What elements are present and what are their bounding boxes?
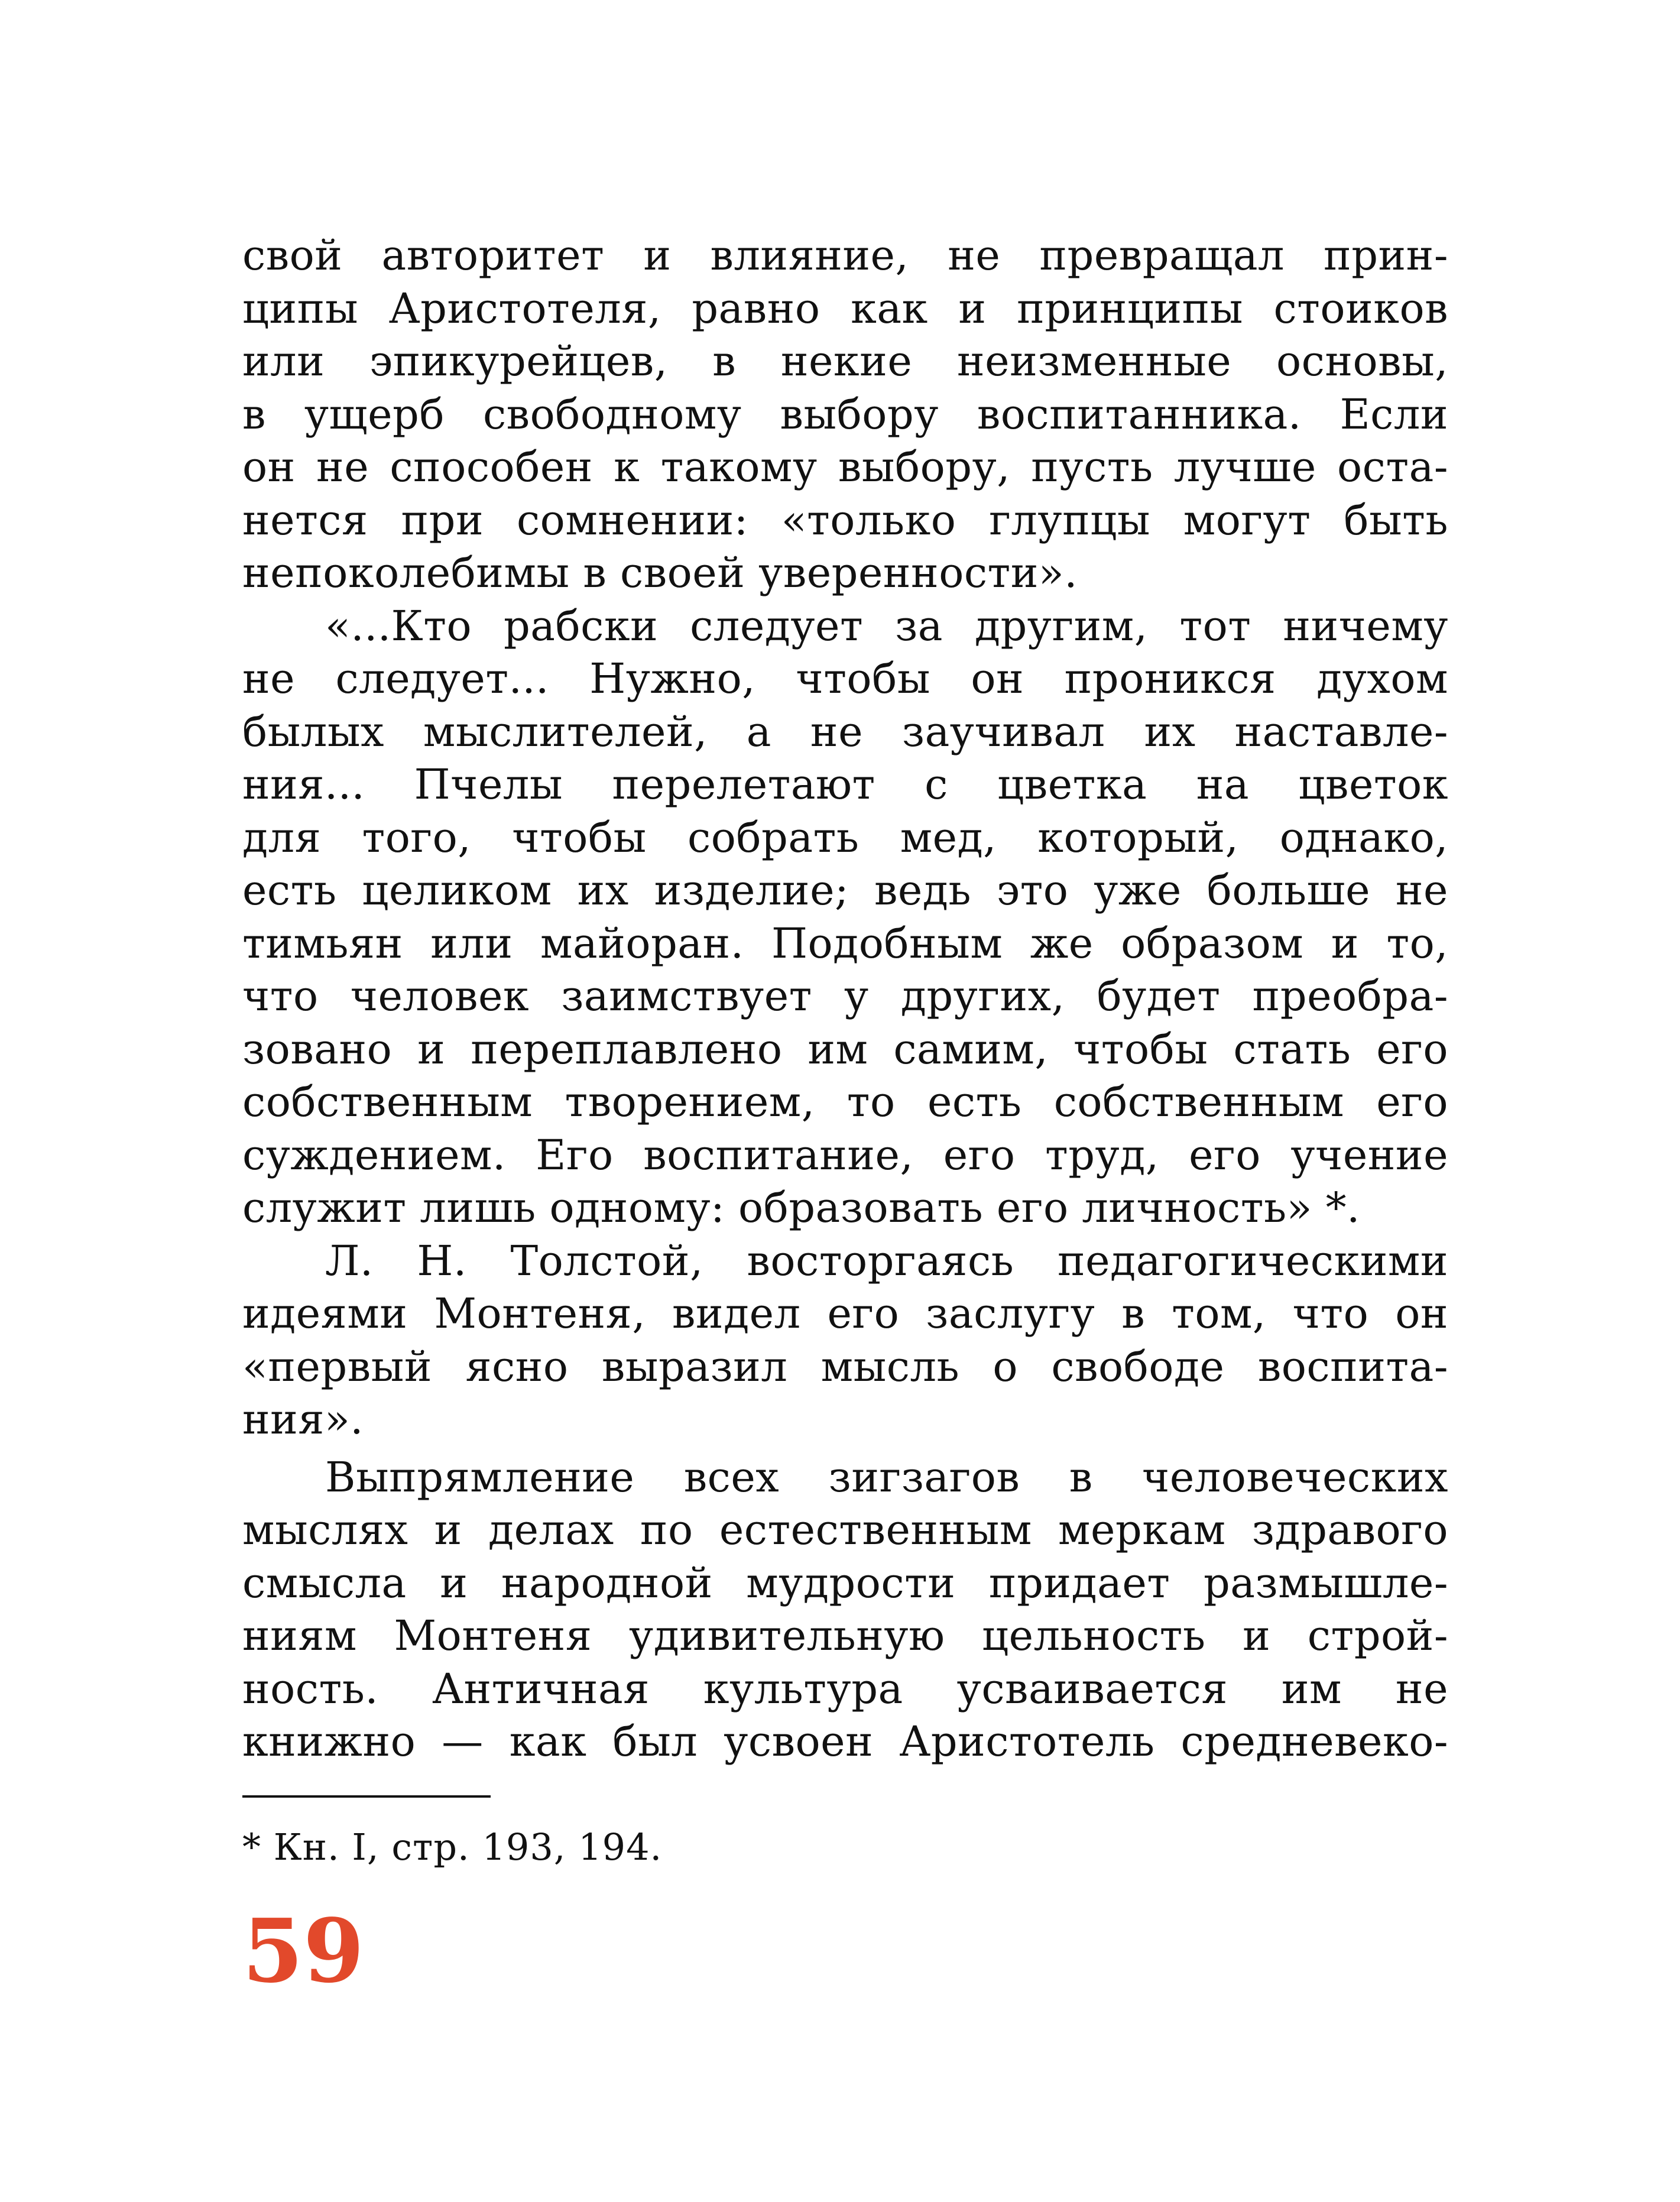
text-line: суждением. Его воспитание, его труд, его учение (242, 1130, 1448, 1179)
text-line: в ущерб свободному выбору воспитанника. Если (242, 390, 1448, 439)
text-line: ния». (242, 1395, 364, 1444)
text-line: есть целиком их изделие; ведь это уже больше не (242, 866, 1448, 914)
text-line: свой авторитет и влияние, не превращал прин- (242, 231, 1448, 280)
text-line: ность. Античная культура усваивается им не (242, 1664, 1448, 1713)
text-line: зовано и переплавлено им самим, чтобы стать его (242, 1024, 1448, 1074)
text-line: мыслях и делах по естественным меркам здравого (242, 1506, 1448, 1554)
text-line: ния... Пчелы перелетают с цветка на цветок (242, 760, 1448, 809)
text-line: собственным творением, то есть собственным его (242, 1078, 1448, 1126)
text-line: нется при сомнении: «только глупцы могут быть (242, 495, 1448, 544)
text-line: или эпикурейцев, в некие неизменные основы, (242, 337, 1448, 385)
text-line: он не способен к такому выбору, пусть лучше оста- (242, 443, 1448, 491)
text-line: Л. Н. Толстой, восторгаясь педагогическими (325, 1236, 1448, 1285)
text-line: смысла и народной мудрости придает размышле- (242, 1558, 1448, 1607)
text-line: «...Кто рабски следует за другим, тот ничему (325, 601, 1448, 650)
footnote-divider (242, 1795, 491, 1798)
text-line: идеями Монтеня, видел его заслугу в том, что он (242, 1289, 1448, 1338)
page-number: 59 (242, 1899, 364, 2002)
text-line: что человек заимствует у других, будет преобра- (242, 972, 1448, 1020)
footnote: * Кн. I, стр. 193, 194. (242, 1825, 663, 1869)
body-text (242, 229, 1448, 1769)
text-line: «первый ясно выразил мысль о свободе воспита- (242, 1342, 1448, 1391)
text-line: Выпрямление всех зигзагов в человеческих (325, 1452, 1448, 1501)
text-line: былых мыслителей, а не заучивал их наставле- (242, 707, 1448, 756)
text-line: для того, чтобы собрать мед, который, однако, (242, 813, 1448, 862)
text-line: книжно — как был усвоен Аристотель средневеко- (242, 1717, 1448, 1766)
text-line: не следует... Нужно, чтобы он проникся духом (242, 654, 1448, 703)
text-line: служит лишь одному: образовать его личность» *. (242, 1183, 1360, 1232)
text-line: ниям Монтеня удивительную цельность и строй- (242, 1611, 1448, 1660)
text-line: непоколебимы в своей уверенности». (242, 549, 1078, 597)
text-line: тимьян или майоран. Подобным же образом и то, (242, 919, 1448, 968)
text-line: ципы Аристотеля, равно как и принципы стоиков (242, 284, 1448, 333)
